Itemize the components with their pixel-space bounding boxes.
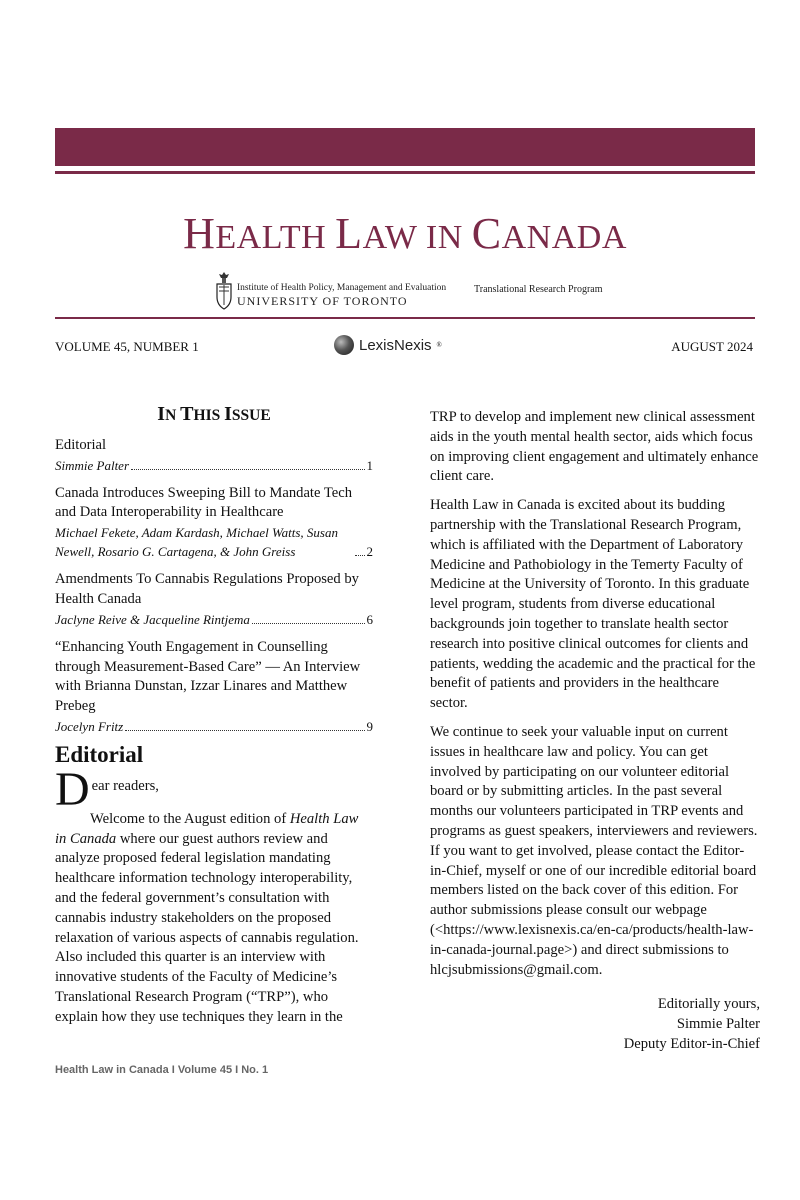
volume-number: VOLUME 45, NUMBER 1	[55, 339, 199, 354]
publisher-logo	[334, 335, 442, 355]
page-footer: Health Law in Canada I Volume 45 I No. 1	[55, 1064, 269, 1076]
toc-item-title: Editorial	[55, 436, 107, 453]
leader-dots	[131, 469, 364, 470]
toc-item-authors: Jaclyne Reive & Jacqueline Rintjema	[55, 611, 250, 627]
university-crest-icon	[215, 271, 233, 311]
heading-part: I	[224, 403, 232, 425]
signer-name: Simmie Palter	[676, 1016, 760, 1033]
greeting: ear readers,	[91, 777, 159, 794]
title-part: H	[183, 209, 216, 258]
leader-dots	[125, 730, 364, 731]
toc-item-byline	[55, 456, 373, 475]
toc-item[interactable]	[55, 436, 373, 475]
toc-heading	[55, 405, 373, 426]
toc-item-title: “Enhancing Youth Engagement in Counselling through Measurement-Based Care” — An Interview with Brianna Dunstan, Izzar Linares and Matthew Prebeg	[55, 638, 361, 715]
journal-name-italic: Health Law in Canada	[55, 810, 359, 847]
masthead-rule-bottom	[55, 317, 755, 319]
signoff-line: Editorially yours,	[657, 996, 760, 1013]
leader-dots	[252, 623, 365, 624]
heading-part: T	[180, 403, 194, 425]
drop-cap: D	[55, 762, 90, 816]
toc-item[interactable]	[55, 484, 373, 562]
title-part: L	[335, 209, 363, 258]
editorial-paragraph-1-continued: TRP to develop and implement new clinical assessment aids in the youth mental health sector, aids which focus on improving client engagement and ultimately enhance client care.	[430, 409, 759, 485]
toc-item-byline	[55, 717, 373, 736]
toc-item-page: 2	[366, 544, 373, 560]
signature-block	[430, 994, 760, 1054]
title-part: EALTH	[215, 219, 336, 256]
toc-item-page: 1	[366, 457, 373, 473]
registered-mark: ®	[436, 341, 442, 349]
masthead-top-band	[55, 128, 755, 166]
title-part: C	[471, 209, 502, 258]
heading-part: I	[157, 403, 166, 425]
toc-item-title: Canada Introduces Sweeping Bill to Mandate Tech and Data Interoperability in Healthcare	[55, 484, 352, 521]
text-run: where our guest authors review and analyze proposed federal legislation mandating healthcare information technology interoperability, and the federal government’s consultation with cannabis industry stakeholders on the proposed relaxation of various aspects of cannabis regulation. Also included this quarter is an interview with innovative students of the Faculty of Medicine’s Translational Research Program (“TRP”), who explain how they use techniques they learn in the	[55, 830, 359, 1025]
editorial-heading: Editorial	[55, 741, 144, 767]
issue-date: AUGUST 2024	[671, 339, 753, 354]
toc-item-authors: Michael Fekete, Adam Kardash, Michael Watts, Susan Newell, Rosario G. Cartagena, & John Greiss	[55, 525, 338, 560]
toc-item-byline	[55, 610, 373, 629]
editorial-paragraph-3: We continue to seek your valuable input on current issues in healthcare law and policy. You can get involved by participating on our volunteer editorial board or by submitting articles. In the past several months our volunteers participated in TRP events and programs as guest speakers, interviewers and reviewers. If you want to get involved, please contact the Editor-in-Chief, myself or one of our incredible editorial board members listed on the back cover of this edition. For author submissions please consult our webpage (<https://www.lexisnexis.ca/en-ca/products/health-law-in-canada-journal.page>) and direct submissions to hlcjsubmissions@gmail.com.	[430, 723, 758, 978]
title-part: AW IN	[362, 219, 472, 256]
heading-part: HIS	[193, 407, 225, 424]
toc-item-title: Amendments To Cannabis Regulations Proposed by Health Canada	[55, 571, 359, 607]
lexisnexis-globe-icon	[334, 335, 354, 355]
publisher-name: LexisNexis	[359, 336, 432, 354]
toc-item-byline	[55, 523, 373, 561]
right-column	[430, 408, 760, 1054]
toc-item-authors: Jocelyn Fritz	[55, 718, 124, 734]
university-name: UNIVERSITY OF TORONTO	[237, 294, 408, 308]
heading-part: SSUE	[231, 407, 271, 424]
title-part: ANADA	[501, 219, 627, 256]
toc-item[interactable]	[55, 638, 373, 736]
toc-item-page: 9	[366, 718, 373, 734]
leader-dots	[355, 555, 365, 556]
heading-part: N	[165, 407, 181, 424]
editorial-opening	[55, 762, 373, 816]
institute-name: Institute of Health Policy, Management and Evaluation	[237, 283, 447, 293]
journal-title	[55, 208, 755, 259]
program-name: Translational Research Program	[474, 284, 603, 295]
toc-item-page: 6	[366, 611, 373, 627]
signer-title: Deputy Editor-in-Chief	[623, 1036, 760, 1053]
editorial-paragraph-2: Health Law in Canada is excited about its budding partnership with the Translational Research Program, which is affiliated with the Department of Laboratory Medicine and Pathobiology in the Temerty Faculty of Medicine at the University of Toronto. In this graduate level program, students from diverse educational backgrounds join together to translate health sector research into positive clinical outcomes for clients and patients, wedding the academic and the practical for the benefit of patients and providers in the healthcare sector.	[430, 497, 756, 712]
editorial-paragraph-1	[55, 810, 373, 1028]
text-run: Welcome to the August edition of	[90, 810, 290, 827]
toc-item[interactable]	[55, 570, 373, 629]
masthead-rule-top	[55, 171, 755, 174]
left-column	[55, 402, 373, 1028]
toc-item-authors: Simmie Palter	[55, 457, 130, 473]
